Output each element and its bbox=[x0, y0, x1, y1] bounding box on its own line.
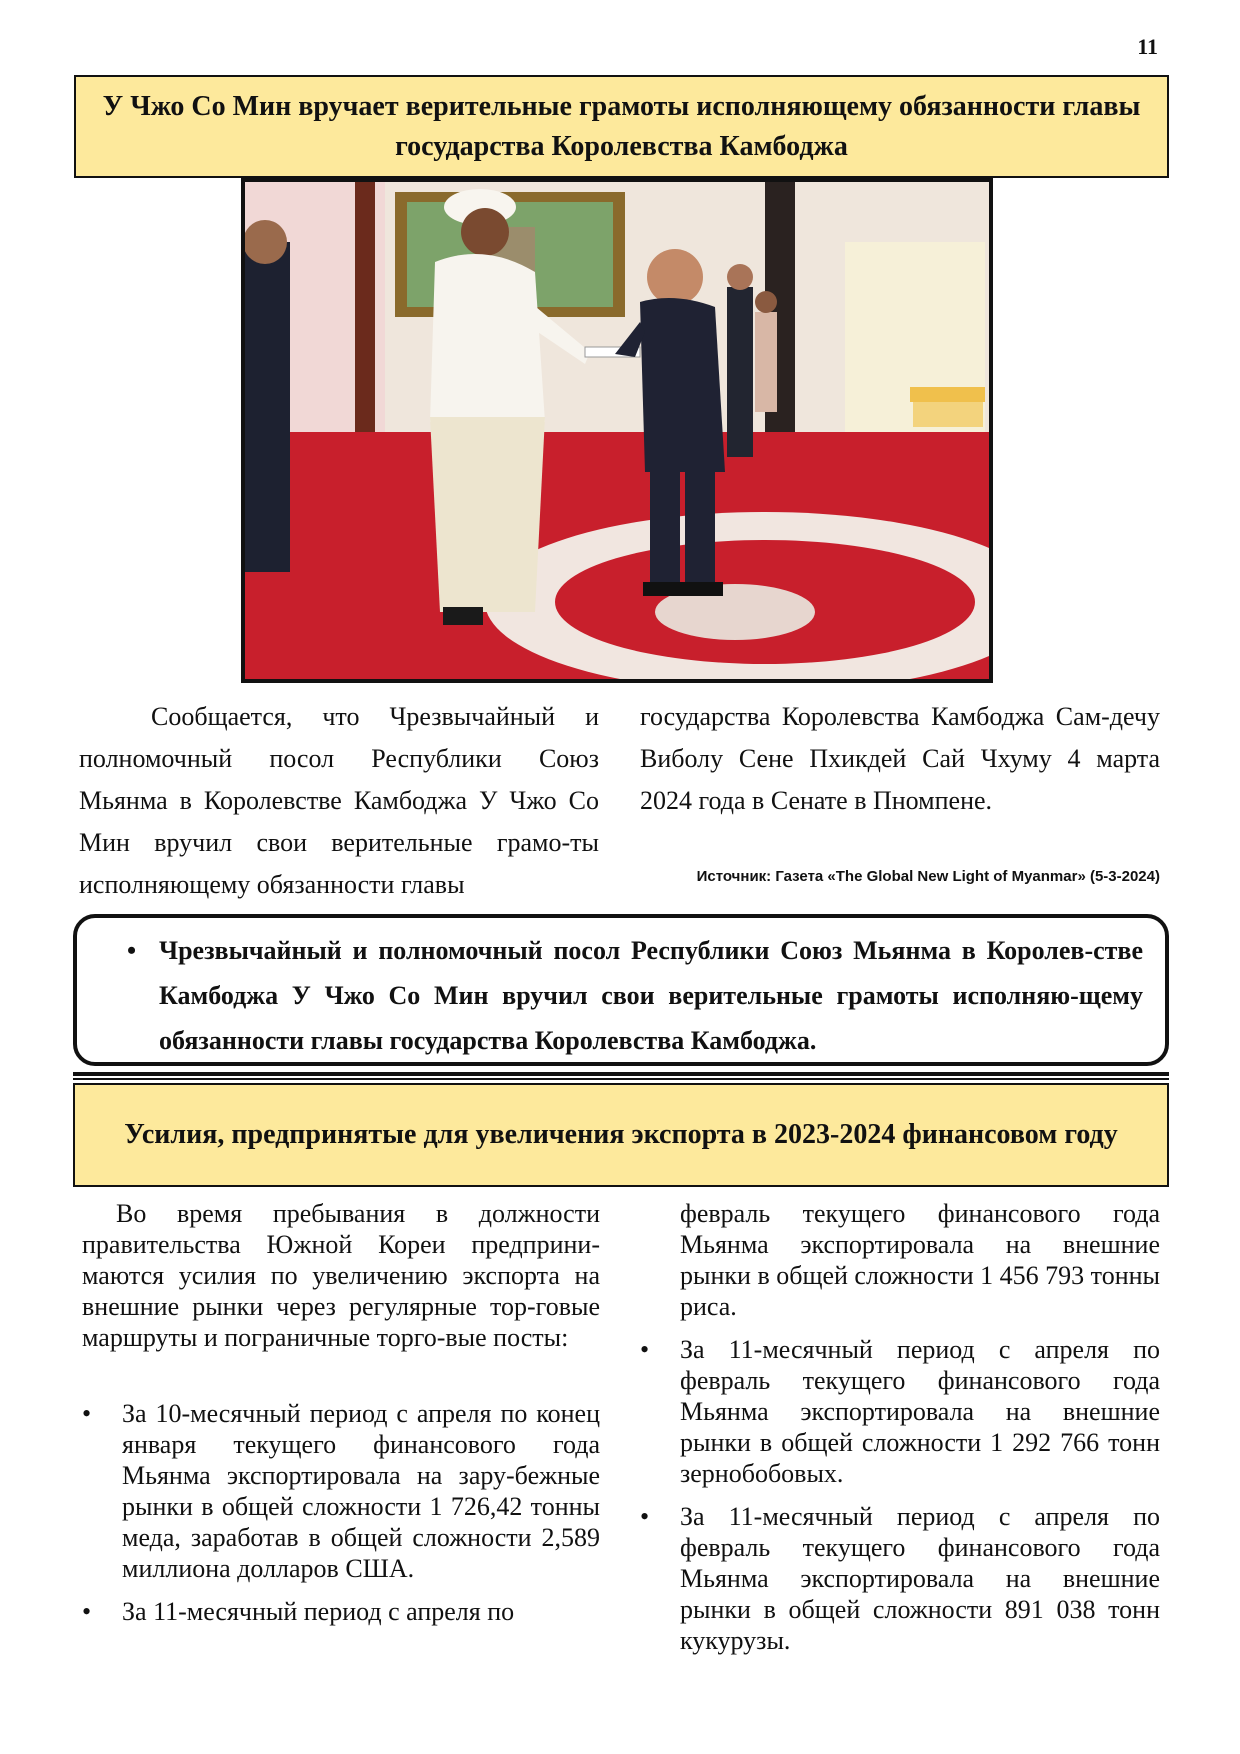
list-item-text: За 11-месячный период с апреля по февраль текущего финансового года Мьянма экспортировала на внешние рынки в общей сложности 891 038 тонн кукурузы. bbox=[680, 1502, 1160, 1655]
list-item-continuation: февраль текущего финансового года Мьянма экспортировала на внешние рынки в общей сложности 1 456 793 тонны риса. bbox=[680, 1199, 1160, 1321]
section-divider-thin bbox=[73, 1078, 1169, 1080]
summary-box bbox=[73, 914, 1169, 1066]
bullet-icon: • bbox=[640, 1335, 650, 1364]
bullet-icon: • bbox=[640, 1502, 650, 1531]
section-divider bbox=[73, 1072, 1169, 1076]
list-item-text: За 11-месячный период с апреля по bbox=[122, 1597, 515, 1626]
page-number: 11 bbox=[1137, 34, 1158, 59]
list-item bbox=[640, 1334, 1160, 1489]
export-list-left bbox=[82, 1398, 600, 1639]
summary-text: Чрезвычайный и полномочный посол Республики Союз Мьянма в Королев-стве Камбоджа У Чжо Со Мин вручил свои верительные грамоты исполняю-щему обязанности главы государства Королевства Камбоджа. bbox=[159, 936, 1143, 1055]
section-title-text: Усилия, предпринятые для увеличения экспорта в 2023-2024 финансовом году bbox=[124, 1119, 1118, 1150]
photo-presentation-of-credentials-icon bbox=[245, 182, 989, 679]
summary-item bbox=[129, 928, 1143, 1063]
article-source: Источник: Газета «The Global New Light of Myanmar» (5-3-2024) bbox=[696, 868, 1160, 885]
article-body-column-right: государства Королевства Камбоджа Сам-дечу Виболу Сене Пхикдей Сай Чхуму 4 марта 2024 года в Сенате в Пномпене. bbox=[640, 702, 1160, 815]
article-title-text: У Чжо Со Мин вручает верительные грамоты исполняющему обязанности главы государства Королевства Камбоджа bbox=[102, 90, 1141, 162]
list-item-text: За 10-месячный период с апреля по конец января текущего финансового года Мьянма экспортировала на зару-бежные рынки в общей сложности 1 726,42 тонны меда, заработав в общей сложности 2,589 миллиона долларов США. bbox=[122, 1399, 600, 1583]
list-item-text: За 11-месячный период с апреля по февраль текущего финансового года Мьянма экспортировала на внешние рынки в общей сложности 1 292 766 тонн зернобобовых. bbox=[680, 1335, 1160, 1488]
export-list-right-items bbox=[640, 1334, 1160, 1656]
bullet-icon: • bbox=[82, 1597, 92, 1626]
list-item bbox=[640, 1501, 1160, 1656]
bullet-icon: • bbox=[127, 936, 137, 965]
section-title bbox=[73, 1083, 1169, 1187]
bullet-icon: • bbox=[82, 1399, 92, 1428]
section-intro: Во время пребывания в должности правительства Южной Кореи предприни-маются усилия по увеличению экспорта на внешние рынки через регулярные тор-говые маршруты и пограничные торго-вые посты: bbox=[82, 1199, 600, 1352]
article-body-column-left: Сообщается, что Чрезвычайный и полномочный посол Республики Союз Мьянма в Королевстве Камбоджа У Чжо Со Мин вручил свои верительные грамо-ты исполняющему обязанности главы bbox=[79, 702, 599, 899]
article-title bbox=[74, 75, 1169, 178]
export-list-right bbox=[640, 1198, 1160, 1668]
list-item bbox=[82, 1596, 600, 1627]
news-photo bbox=[241, 178, 993, 683]
list-item bbox=[82, 1398, 600, 1584]
